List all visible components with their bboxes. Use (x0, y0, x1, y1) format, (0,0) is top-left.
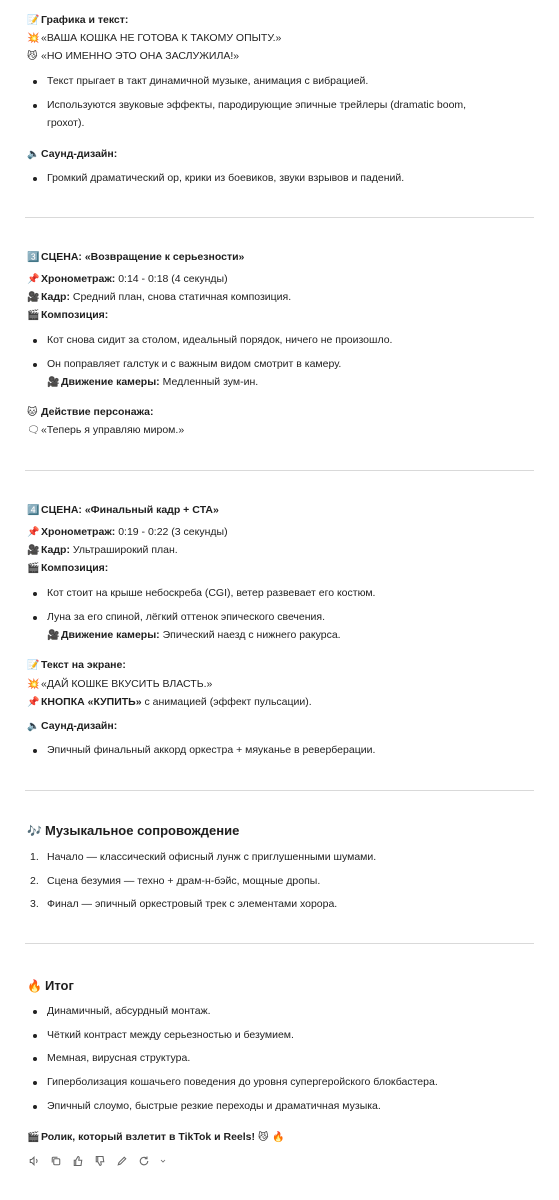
list-item: Текст прыгает в такт динамичной музыке, анимация с вибрацией. (47, 75, 369, 87)
bullet-dot (33, 1010, 37, 1014)
list-item: Используются звуковые эффекты, пародирующие эпичные трейлеры (dramatic boom, (47, 99, 467, 111)
bullet-dot (33, 1057, 37, 1061)
scene-4-frame: 🎥 Кадр: Ультраширокий план. (27, 542, 534, 559)
list-item: Он поправляет галстук и с важным видом смотрит в камеру. (47, 358, 342, 370)
list-item: Кот снова сидит за столом, идеальный порядок, ничего не произошло. (47, 334, 393, 346)
screen-text-1: 💥 «ДАЙ КОШКЕ ВКУСИТЬ ВЛАСТЬ.» (27, 676, 534, 693)
list-item-cont: грохот). (47, 117, 85, 129)
copy-icon[interactable] (49, 1154, 63, 1168)
edit-icon[interactable] (115, 1154, 129, 1168)
bullet-dot (33, 177, 37, 181)
screen-text-heading: 📝 Текст на экране: (27, 657, 534, 674)
thumbs-up-icon[interactable] (71, 1154, 85, 1168)
list-item: Сцена безумия — техно + драм-н-бэйс, мощные дропы. (47, 875, 321, 887)
memo-icon: 📝 (27, 660, 40, 671)
bullet-dot (33, 592, 37, 596)
list-item: Кот стоит на крыше небоскреба (CGI), ветер развевает его костюм. (47, 587, 376, 599)
pushpin-icon: 📌 (27, 697, 40, 708)
read-aloud-icon[interactable] (27, 1154, 41, 1168)
list-number: 1. (30, 851, 39, 863)
closing-line: 🎬 Ролик, который взлетит в TikTok и Reels! 😼 🔥 (27, 1129, 534, 1146)
scene-3-title: 3️⃣ СЦЕНА: «Возвращение к серьезности» (27, 249, 534, 266)
scene-4-title: 4️⃣ СЦЕНА: «Финальный кадр + CTA» (27, 502, 534, 519)
list-item: Эпичный финальный аккорд оркестра + мяуканье в реверберации. (47, 744, 376, 756)
cat-face-icon: 😼 (27, 51, 38, 62)
movie-camera-icon: 🎥 (27, 292, 40, 303)
bullet-dot (33, 339, 37, 343)
cat-icon: 🐱 (27, 407, 38, 418)
action-quote: 🗨«Теперь я управляю миром.» (27, 422, 534, 439)
clapper-icon: 🎬 (27, 563, 40, 574)
fire-icon: 🔥 (271, 1132, 285, 1143)
keycap-3-icon: 3️⃣ (27, 252, 40, 263)
list-number: 2. (30, 875, 39, 887)
bullet-dot (33, 749, 37, 753)
list-item: Эпичный слоумо, быстрые резкие переходы и драматичная музыка. (47, 1100, 381, 1112)
bullet-dot (33, 616, 37, 620)
scene-4-timing: 📌 Хронометраж: 0:19 - 0:22 (3 секунды) (27, 524, 534, 541)
scene-3-frame: 🎥 Кадр: Средний план, снова статичная композиция. (27, 289, 534, 306)
pushpin-icon: 📌 (27, 527, 40, 538)
scene-4-composition: 🎬 Композиция: (27, 560, 534, 577)
camera-movement: 🎥 Движение камеры: Эпический наезд с нижнего ракурса. (47, 627, 534, 644)
bullet-dot (33, 1105, 37, 1109)
list-item: Громкий драматический ор, крики из боевиков, звуки взрывов и падений. (47, 172, 405, 184)
bullet-dot (33, 1081, 37, 1085)
action-heading: 🐱 Действие персонажа: (27, 404, 534, 421)
bullet-dot (33, 80, 37, 84)
music-heading: 🎶 Музыкальное сопровождение (27, 823, 240, 838)
pushpin-icon: 📌 (27, 274, 40, 285)
list-item: Чёткий контраст между серьезностью и безумием. (47, 1029, 294, 1041)
speaker-icon: 🔈 (27, 721, 40, 732)
scene-3-composition: 🎬 Композиция: (27, 307, 534, 324)
collision-icon: 💥 (27, 679, 40, 690)
list-item: Динамичный, абсурдный монтаж. (47, 1005, 211, 1017)
list-item: Луна за его спиной, лёгкий оттенок эпического свечения. (47, 611, 326, 623)
movie-camera-icon: 🎥 (47, 377, 60, 388)
clapper-icon: 🎬 (27, 310, 40, 321)
scene-3-timing: 📌 Хронометраж: 0:14 - 0:18 (4 секунды) (27, 271, 534, 288)
graphics-heading: 📝 Графика и текст: (27, 12, 534, 29)
bullet-dot (33, 104, 37, 108)
cat-face-icon: 😼 (257, 1132, 269, 1143)
divider (25, 470, 534, 471)
keycap-4-icon: 4️⃣ (27, 505, 40, 516)
divider (25, 943, 534, 944)
memo-icon: 📝 (27, 15, 40, 26)
movie-camera-icon: 🎥 (27, 545, 40, 556)
clapper-icon: 🎬 (27, 1132, 40, 1143)
movie-camera-icon: 🎥 (47, 630, 60, 641)
divider (25, 217, 534, 218)
message-actions (27, 1154, 167, 1168)
speech-balloon-icon: 🗨 (27, 425, 40, 436)
screen-text-1: 💥 «ВАША КОШКА НЕ ГОТОВА К ТАКОМУ ОПЫТУ.» (27, 30, 534, 47)
sound-heading: 🔈 Саунд-дизайн: (27, 146, 534, 163)
fire-icon: 🔥 (27, 979, 42, 993)
camera-movement: 🎥 Движение камеры: Медленный зум-ин. (47, 374, 534, 391)
bullet-dot (33, 363, 37, 367)
speaker-icon: 🔈 (27, 149, 40, 160)
list-number: 3. (30, 898, 39, 910)
musical-notes-icon: 🎶 (27, 824, 42, 838)
regenerate-icon[interactable] (137, 1154, 151, 1168)
list-item: Мемная, вирусная структура. (47, 1052, 191, 1064)
divider (25, 790, 534, 791)
thumbs-down-icon[interactable] (93, 1154, 107, 1168)
screen-text-2: 😼 «НО ИМЕННО ЭТО ОНА ЗАСЛУЖИЛА!» (27, 48, 534, 65)
summary-heading: 🔥 Итог (27, 978, 74, 993)
list-item: Гиперболизация кошачьего поведения до уровня супергеройского блокбастера. (47, 1076, 438, 1088)
buy-button-text: 📌 КНОПКА «КУПИТЬ» с анимацией (эффект пульсации). (27, 694, 534, 711)
list-item: Финал — эпичный оркестровый трек с элементами хорора. (47, 898, 338, 910)
collision-icon: 💥 (27, 33, 40, 44)
list-item: Начало — классический офисный лунж с приглушенными шумами. (47, 851, 377, 863)
bullet-dot (33, 1034, 37, 1038)
chevron-down-icon[interactable] (159, 1154, 167, 1168)
sound-heading: 🔈 Саунд-дизайн: (27, 718, 534, 735)
